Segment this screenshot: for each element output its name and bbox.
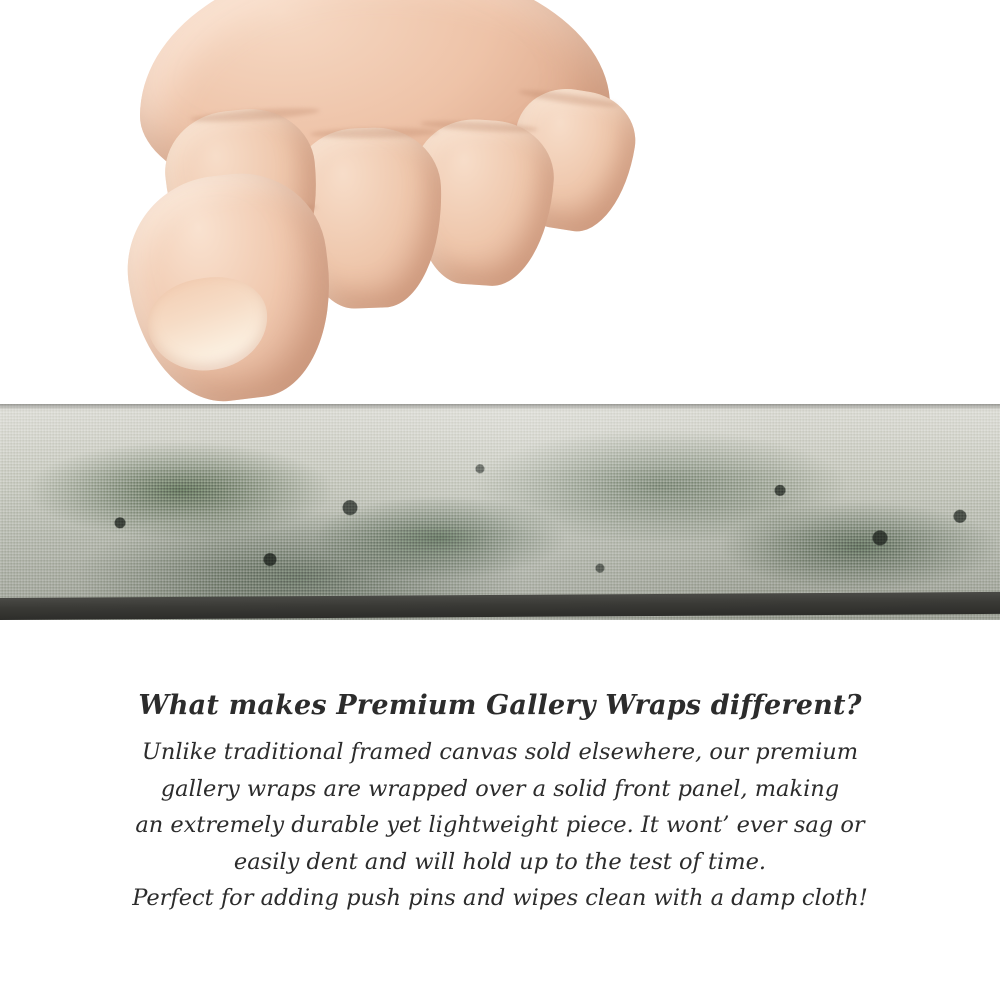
canvas-edge-strip xyxy=(0,404,1000,620)
canvas-top-shadow xyxy=(0,404,1000,410)
caption-block xyxy=(0,690,1000,917)
caption-body xyxy=(0,734,1000,916)
caption-line: easily dent and will hold up to the test of time. xyxy=(233,848,767,875)
canvas-weave-texture xyxy=(0,404,1000,620)
hand-illustration xyxy=(120,0,640,430)
caption-heading: What makes Premium Gallery Wraps different? xyxy=(138,690,862,721)
panel-bottom-edge xyxy=(0,592,1000,620)
caption-line: Unlike traditional framed canvas sold elsewhere, our premium xyxy=(141,739,859,766)
caption-line: an extremely durable yet lightweight piece. It wont’ ever sag or xyxy=(135,812,865,839)
canvas-lighting-overlay xyxy=(0,404,1000,620)
caption-line: Perfect for adding push pins and wipes clean with a damp cloth! xyxy=(132,885,868,912)
caption-line: gallery wraps are wrapped over a solid front panel, making xyxy=(160,775,840,802)
